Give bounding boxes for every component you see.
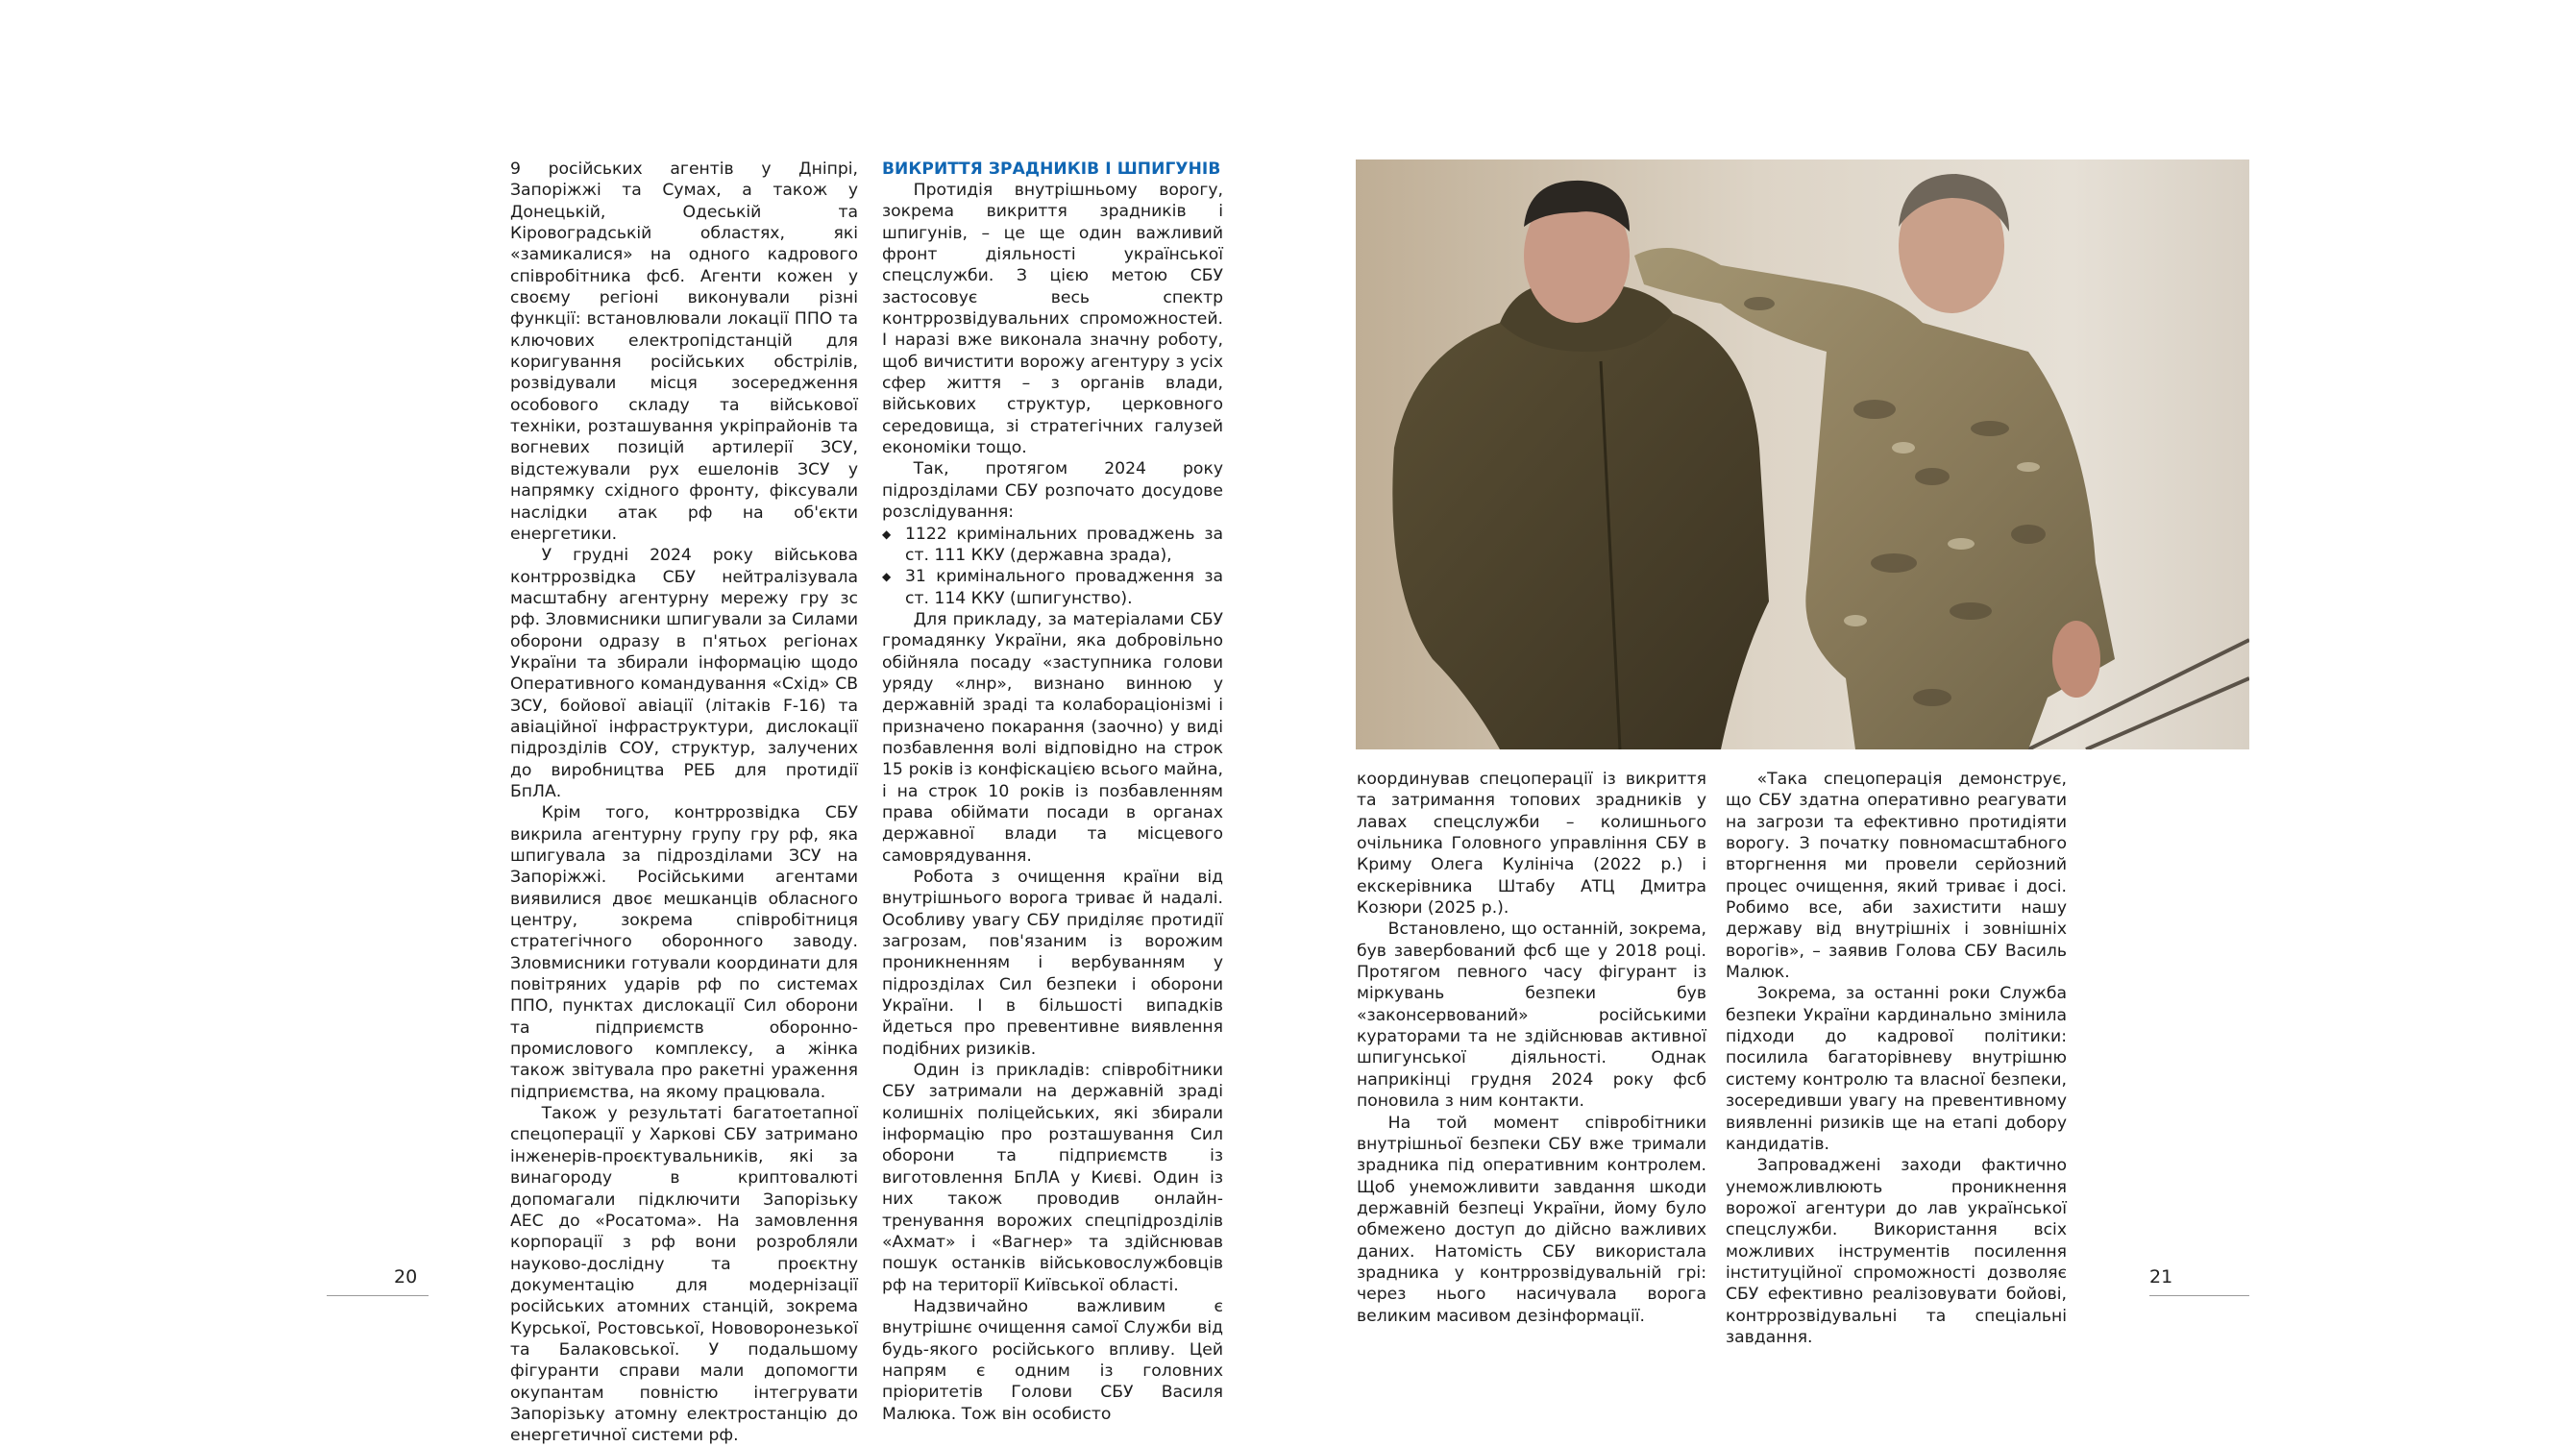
- paragraph: Так, протягом 2024 року підрозділами СБУ розпочато досудове розслідування:: [882, 459, 1223, 523]
- left-page-column-1: [510, 159, 858, 1447]
- paragraph: Встановлено, що останній, зокрема, був завербований фсб ще у 2018 році. Протягом певного часу фігурант із міркувань безпеки був «законсервований» російськими кураторами та не здійснював активної шпигунської діяльності. Однак наприкінці грудня 2024 року фсб поновила з ним контакти.: [1357, 920, 1706, 1112]
- paragraph: Один із прикладів: співробітники СБУ затримали на державній зраді колишніх поліцейських, які збирали інформацію про розташування Сил оборони та підприємств із виготовлення БпЛА у Києві. Один із них також проводив онлайн-тренування ворожих спецпідрозділів «Ахмат» і «Вагнер» та здійснював пошук останків військовослужбовців рф на території Київської області.: [882, 1061, 1223, 1295]
- page-number-left: 20: [394, 1266, 418, 1288]
- page-number-rule-left: [327, 1295, 429, 1296]
- bullet-item: ◆ 1122 кримінальних проваджень за ст. 111 ККУ (державна зрада),: [882, 524, 1223, 567]
- paragraph: Робота з очищення країни від внутрішнього ворога триває й надалі. Особливу увагу СБУ приділяє протидії загрозам, пов'язаним із ворожим проникненням і вербуванням у підрозділах Сил безпеки і оборони України. І в більшості випадків йдеться про превентивне виявлення подібних ризиків.: [882, 868, 1223, 1059]
- quote-paragraph: «Така спецоперація демонструє, що СБУ здатна оперативно реагувати на загрози та ефективно протидіяти ворогу. З початку повномасштабного вторгнення ми провели серйозний процес очищення, який триває і досі. Робимо все, аби захистити нашу державу від внутрішніх і зовнішніх ворогів», – заявив Голова СБУ Василь Малюк.: [1726, 770, 2067, 983]
- section-heading: ВИКРИТТЯ ЗРАДНИКІВ І ШПИГУНІВ: [882, 159, 1221, 179]
- page-number-rule-right: [2149, 1295, 2249, 1296]
- right-page-column-2: [1726, 769, 2067, 1348]
- paragraph: Крім того, контррозвідка СБУ викрила агентурну групу гру рф, яка шпигувала за підрозділами ЗСУ на Запоріжжі. Російськими агентами виявилися двоє мешканців обласного центру, зокрема співробітниця стратегічного оборонного заводу. Зловмисники готували координати для повітряних ударів рф по системах ППО, пунктах дислокації Сил оборони та підприємств оборонно-промислового комплексу, а жінка також звітувала про ракетні ураження підприємства, на якому працювала.: [510, 803, 858, 1102]
- page-number-right: 21: [2149, 1266, 2173, 1288]
- paragraph: У грудні 2024 року військова контррозвідка СБУ нейтралізувала масштабну агентурну мережу гру зс рф. Зловмисники шпигували за Силами оборони одразу в п'ятьох регіонах України та збирали інформацію щодо Оперативного командування «Схід» СВ ЗСУ, бойової авіації (літаків F-16) та авіаційної інфраструктури, дислокації підрозділів СОУ, структур, залучених до виробництва РЕБ для протидії БпЛА.: [510, 546, 858, 801]
- paragraph: 9 російських агентів у Дніпрі, Запоріжжі та Сумах, а також у Донецькій, Одеській та Кіровоградській областях, які «замикалися» на одного кадрового співробітника фсб. Агенти кожен у своєму регіоні виконували різні функції: встановлювали локації ППО та ключових електропідстанцій для коригування російських обстрілів, розвідували місця зосередження особового складу та військової техніки, розташування укріпрайонів та вогневих позицій артилерії ЗСУ, відстежували рух ешелонів ЗСУ у напрямку східного фронту, фіксували наслідки атак рф на об'єкти енергетики.: [510, 159, 858, 544]
- paragraph: Протидія внутрішньому ворогу, зокрема викриття зрадників і шпигунів, – це ще один важливий фронт діяльності української спецслужби. З цією метою СБУ застосовує весь спектр контррозвідувальних спроможностей. І наразі вже виконала значну роботу, щоб вичистити ворожу агентуру з усіх сфер життя – з органів влади, військових структур, церковного середовища, зі стратегічних галузей економіки тощо.: [882, 181, 1223, 458]
- paragraph: Зокрема, за останні роки Служба безпеки України кардинально змінила підходи до кадрової політики: посилила багаторівневу внутрішню систему контролю та власної безпеки, зосередивши увагу на превентивному виявленні ризиків ще на етапі добору кандидатів.: [1726, 984, 2067, 1154]
- bullet-list: [882, 524, 1223, 609]
- paragraph: Для прикладу, за матеріалами СБУ громадянку України, яка добровільно обійняла посаду «заступника голови уряду «лнр», визнано винною у державній зраді та колабораціонізмі і призначено покарання (заочно) у виді позбавлення волі відповідно на строк 15 років із конфіскацією всього майна, і на строк 10 років із позбавленням права обіймати посади в органах державної влади та місцевого самоврядування.: [882, 609, 1223, 866]
- photo-illustration: [1356, 159, 2249, 749]
- paragraph: координував спецоперації із викриття та затримання топових зрадників у лавах спецслужби – колишнього очільника Головного управління СБУ в Криму Олега Кулініча (2022 р.) і екскерівника Штабу АТЦ Дмитра Козюри (2025 р.).: [1357, 770, 1706, 919]
- left-page-column-2: [882, 159, 1223, 1425]
- right-page-column-1: [1357, 769, 1706, 1327]
- paragraph: На той момент співробітники внутрішньої безпеки СБУ вже тримали зрадника під оперативним контролем. Щоб унеможливити завдання шкоди державній безпеці України, йому було обмежено доступ до дійсно важливих даних. Натомість СБУ використала зрадника у контррозвідувальній грі: через нього насичувала ворога великим масивом дезінформації.: [1357, 1113, 1706, 1326]
- bullet-item: ◆ 31 кримінального провадження за ст. 114 ККУ (шпигунство).: [882, 566, 1223, 609]
- paragraph: Також у результаті багатоетапної спецоперації у Харкові СБУ затримано інженерів-проєктувальників, які за винагороду в криптовалюті допомагали підключити Запорізьку АЕС до «Росатома». На замовлення корпорації з рф вони розробляли науково-дослідну та проєктну документацію для модернізації російських атомних станцій, зокрема Курської, Ростовської, Нововоронезької та Балаковської. У подальшому фігуранти справи мали допомогти окупантам повністю інтегрувати Запорізьку атомну електростанцію до енергетичної системи рф.: [510, 1104, 858, 1446]
- article-photo: [1356, 159, 2249, 749]
- paragraph: Запроваджені заходи фактично унеможливлюють проникнення ворожої агентури до лав української спецслужби. Використання всіх можливих інструментів посилення інституційної спроможності дозволяє СБУ ефективно реалізовувати бойові, контррозвідувальні та спеціальні завдання.: [1726, 1156, 2067, 1347]
- paragraph: Надзвичайно важливим є внутрішнє очищення самої Служби від будь-якого російського впливу. Цей напрям є одним із головних пріоритетів Голови СБУ Василя Малюка. Тож він особисто: [882, 1296, 1223, 1424]
